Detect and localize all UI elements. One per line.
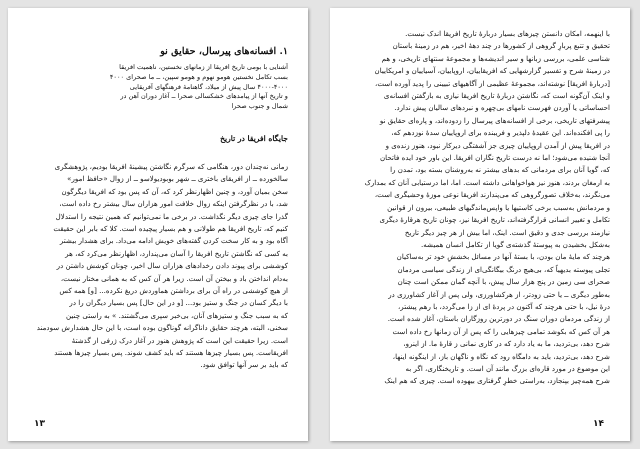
text-line: شرح دهد، بی‌تردید، باید به دامگاه رود که نگاه و ناگهان باز، از اینگونه اینها، <box>392 351 610 361</box>
text-line: گذرا جای چیزی دیگر نگذاشت. در برخی ما نمی‌توانیم که همین نتیجه را استدلال <box>55 211 288 221</box>
left-book-page <box>8 8 308 441</box>
text-line: شرح دهد، بی‌تردید، ما به یاد دارد که در کاری نمانی ز قارهٔ ما. از اینرو، <box>403 339 610 349</box>
text-line: به‌طور دیگری ــ یا حتی زودتر، از هرکشاورزی، ولی پس از آغاز کشاورزی در <box>388 289 610 299</box>
text-line: است. زیرا حقیقت این است که پژوهش هنوز در آغاز درک ژرفی از گذشتهٔ <box>71 335 288 345</box>
text-line: در زمینهٔ شرح و تفسیر گزارشهایی که افریقاییان، اروپاییان، آسیاییان و امریکاییان <box>374 66 610 76</box>
text-line: احساساتی یا آوردن فهرست نامهای بی‌چهره و نبردهای سالیان پیش ندارد. <box>394 103 610 113</box>
text-line: تجلی پیوسته بدیهیاً که، بی‌هیچ درنگ بیگانگی‌ای از زندگی سیاسی مردمان <box>397 264 610 274</box>
left-page-content <box>28 46 288 372</box>
text-line: به‌دام انداختن باد و بیختن آن است. زیرا هر آن کس که به همانی مختار نیست، <box>60 273 288 283</box>
right-page-content <box>350 28 610 388</box>
text-line: در افریقا پیش از آمدن اروپاییان چیزی جز آشفتگی‌ دیرکار نبود، هنوز زنده‌ی و <box>385 140 610 150</box>
chapter-intro <box>28 63 288 112</box>
text-line: می‌نگرند، به‌خلاف تصورگروهی که می‌پندارند افریقا نوعی موزهٔ وحشیگری است، <box>374 190 610 200</box>
text-line: شد، با در نظرگرفتن اینکه زوال خلافت امور هزاران سال بیشتر رخ داده است، <box>59 199 288 209</box>
chapter-title: ۱. افسانه‌های پیرسال، حقایق نو <box>160 46 288 57</box>
text-line: نیازمند بررسی جدی و دقیق است. اینک، اما بیش از هر چیز دیگر تاریخ <box>404 227 610 237</box>
left-body-text <box>28 161 288 372</box>
text-line: به کسی که نگاشتن تاریخ افریقا را آسان می‌پندارد، اظهارنظر می‌کرد که، هر <box>65 248 288 258</box>
page-number-left: ۱۳ <box>34 419 45 429</box>
text-line: افریقاست. پس بسیار چیزها هستند که باید کشف شوند. پس بسیار چیزها هستند <box>54 348 288 358</box>
text-line: که، گویا آنان برای مردمانی که بدهای بیشتر نه به‌روشنان بسته بود، تمدن را <box>390 165 610 175</box>
text-line: از زندگی مردمان دوران سنگ در دورترین روزگاران باستان، آغاز شده است. <box>387 314 610 324</box>
text-line: [دربارهٔ افریقا] نوشته‌اند، مجموعهٔ عظیمی از آگاهیهای تبیینی را پدید آورده است، <box>375 78 610 88</box>
text-line: شرح همه‌چیز بپنجازد، به‌راستی خطرِ گرفتاری بیهوده است. چیزی که هم اینک <box>384 376 610 386</box>
text-line: را پی افکنده‌اند. این عقیدهٔ دلپذیر و فریبنده برای اروپاییان سدهٔ نوزدهم که، <box>391 128 610 138</box>
text-line: تحقیق و تتبع پربارِ گروهی از کشورها در چند دههٔ اخیر، هم در زمینهٔ باستان‌ <box>392 41 610 51</box>
right-book-page <box>330 8 630 441</box>
text-line: و مردمانش به‌سبب برخی کاستیها یا واپس‌ماندگیهای طبیعی، بیرون از قوانین <box>387 202 610 212</box>
text-line: سخنی، البته، هرچند حقایق داناگرانه گوناگون بوده است، با این حال هشدارش سودمند <box>36 323 288 333</box>
intro-line: و تاریخ آنها از پیامدهای خشکسالی صحرا ــ آغاز دوران آهن در <box>120 92 288 101</box>
text-line: با اینهمه، امکان دانستن چیزهای بسیار دربارهٔ تاریخ افریقا اندک نیست. <box>405 29 610 38</box>
text-line: کنیم که، تاریخ افریقا هم طولانی و هم بسیار پیچیده است. کلا که بابر این حقیقت <box>53 224 288 234</box>
text-line: هرچند که مایهٔ مان بودن، با بستهٔ آنها در مسائل بخششِ خود تر به‌ساکیان <box>396 252 610 262</box>
text-line: صحرای سی زمین در پنج هزار سال پیش، با آنچه گمان ممکن است چنان <box>397 277 610 287</box>
section-heading: جایگاه افریقا در تاریخ <box>220 133 288 143</box>
text-line: که به سبب جنگ و ستیزهای آنان، بی‌خبر سپری می‌گشتند. » به راستی چنین <box>66 310 288 320</box>
text-line: پیشرفتهای تاریخی، برخی از افسانه‌های پیرسال را زدوده‌اند، و پاره‌ای حقایق نو <box>379 115 610 125</box>
text-line: سخن بمیان آورد، و چنین اظهارنظر کرد که، آن که پس بود که افریقا دیگرگون <box>61 186 288 196</box>
text-line: درهٔ نیل، با حتی هرچند که آکنون در پردهٔ ای از زا می‌گردد، با رهم پیشتر، <box>397 301 610 311</box>
intro-line: شمال و جنوب صحرا <box>231 102 288 111</box>
right-body-text <box>350 28 610 388</box>
text-line: کوششی برای پیوند دادن رخدادهای هزاران سال اخیر، چونان کوشش داشتن در <box>56 261 288 271</box>
text-line: به ارمغان بردند، هنوز نیز هواخواهانی داشته است. اما، اما درستیابی آنان که بمدارک <box>364 177 610 187</box>
page-number-right: ۱۴ <box>593 419 604 429</box>
text-line: سالخورده ــ از افریقای باختری ــ شهر بوبودیولاسو ــ از زوال «حافظ امور» <box>67 174 288 184</box>
text-line: این موضوع در مورد قاره‌ای بزرگ مانند آن است. و تاریخنگاری، اگر به <box>405 363 610 373</box>
intro-line: بسب تکامل نخستین هومو نهوم و هومو سپین، ــ ما صحرای ۴۰۰۰ <box>109 72 288 81</box>
text-line: تکامل و تغییر انسانی قرارگرفته‌اند، تاریخ افریقا نیز، چونان تاریخ هرقارهٔ دیگری <box>379 215 610 225</box>
text-line: زمانی نه‌چندان دور، هنگامی که سرگرم نگاشتن پیشینهٔ افریقا بودیم، پژوهشگری <box>54 161 288 171</box>
text-line: که باید بر سر آنها توافق شود. <box>200 360 288 370</box>
text-line: آگاه بود و به کار سخت کردن گفته‌های خویش ادامه می‌داد. برای هشدار بیشتر <box>59 236 288 246</box>
intro-line: ۴۰۰۰-۴۰۰۰ سال پیش از میلاد، گاهنامهٔ فرهنگهای آفریقایی <box>129 82 288 91</box>
text-line: به‌شکل بخشیدن به پیوستهٔ گذشته‌ی گویا از تکامل انسان همیشه. <box>420 239 610 249</box>
text-line: آنجا شنیده می‌شود؛ اما نه درست تاریخ نگاران افریقا. این باور خود ایده فاتحان <box>379 153 610 163</box>
text-line: از هیچ کوششی در راه آن برای برداشتن هماوردش دریغ نکرده... [و] همه کس <box>59 286 288 296</box>
intro-line: آشنایی با بومی تاریخ افریقا از زمانهای نخستین، ناهمیت افریقا <box>119 63 288 71</box>
text-line: با دیگر کسان در جنگ و ستیز بود... [و در این حال] پس بسیار دیگران را در <box>69 298 288 308</box>
text-line: هر آن کس که بکوشد تمامی چیزهایی را که پس از آن زمانها رخ داده است <box>392 326 610 336</box>
text-line: شناسی علمی، بررسی زبانها و سیر اندیشه‌ها و مجموعهٔ سنتهای تاریخی، و هم <box>381 53 610 63</box>
text-line: و اینک آن‌گونه است که، نگاشتن دربارهٔ تاریخ افریقا نیازی به بازگفتن افسانه‌ی <box>383 91 610 101</box>
